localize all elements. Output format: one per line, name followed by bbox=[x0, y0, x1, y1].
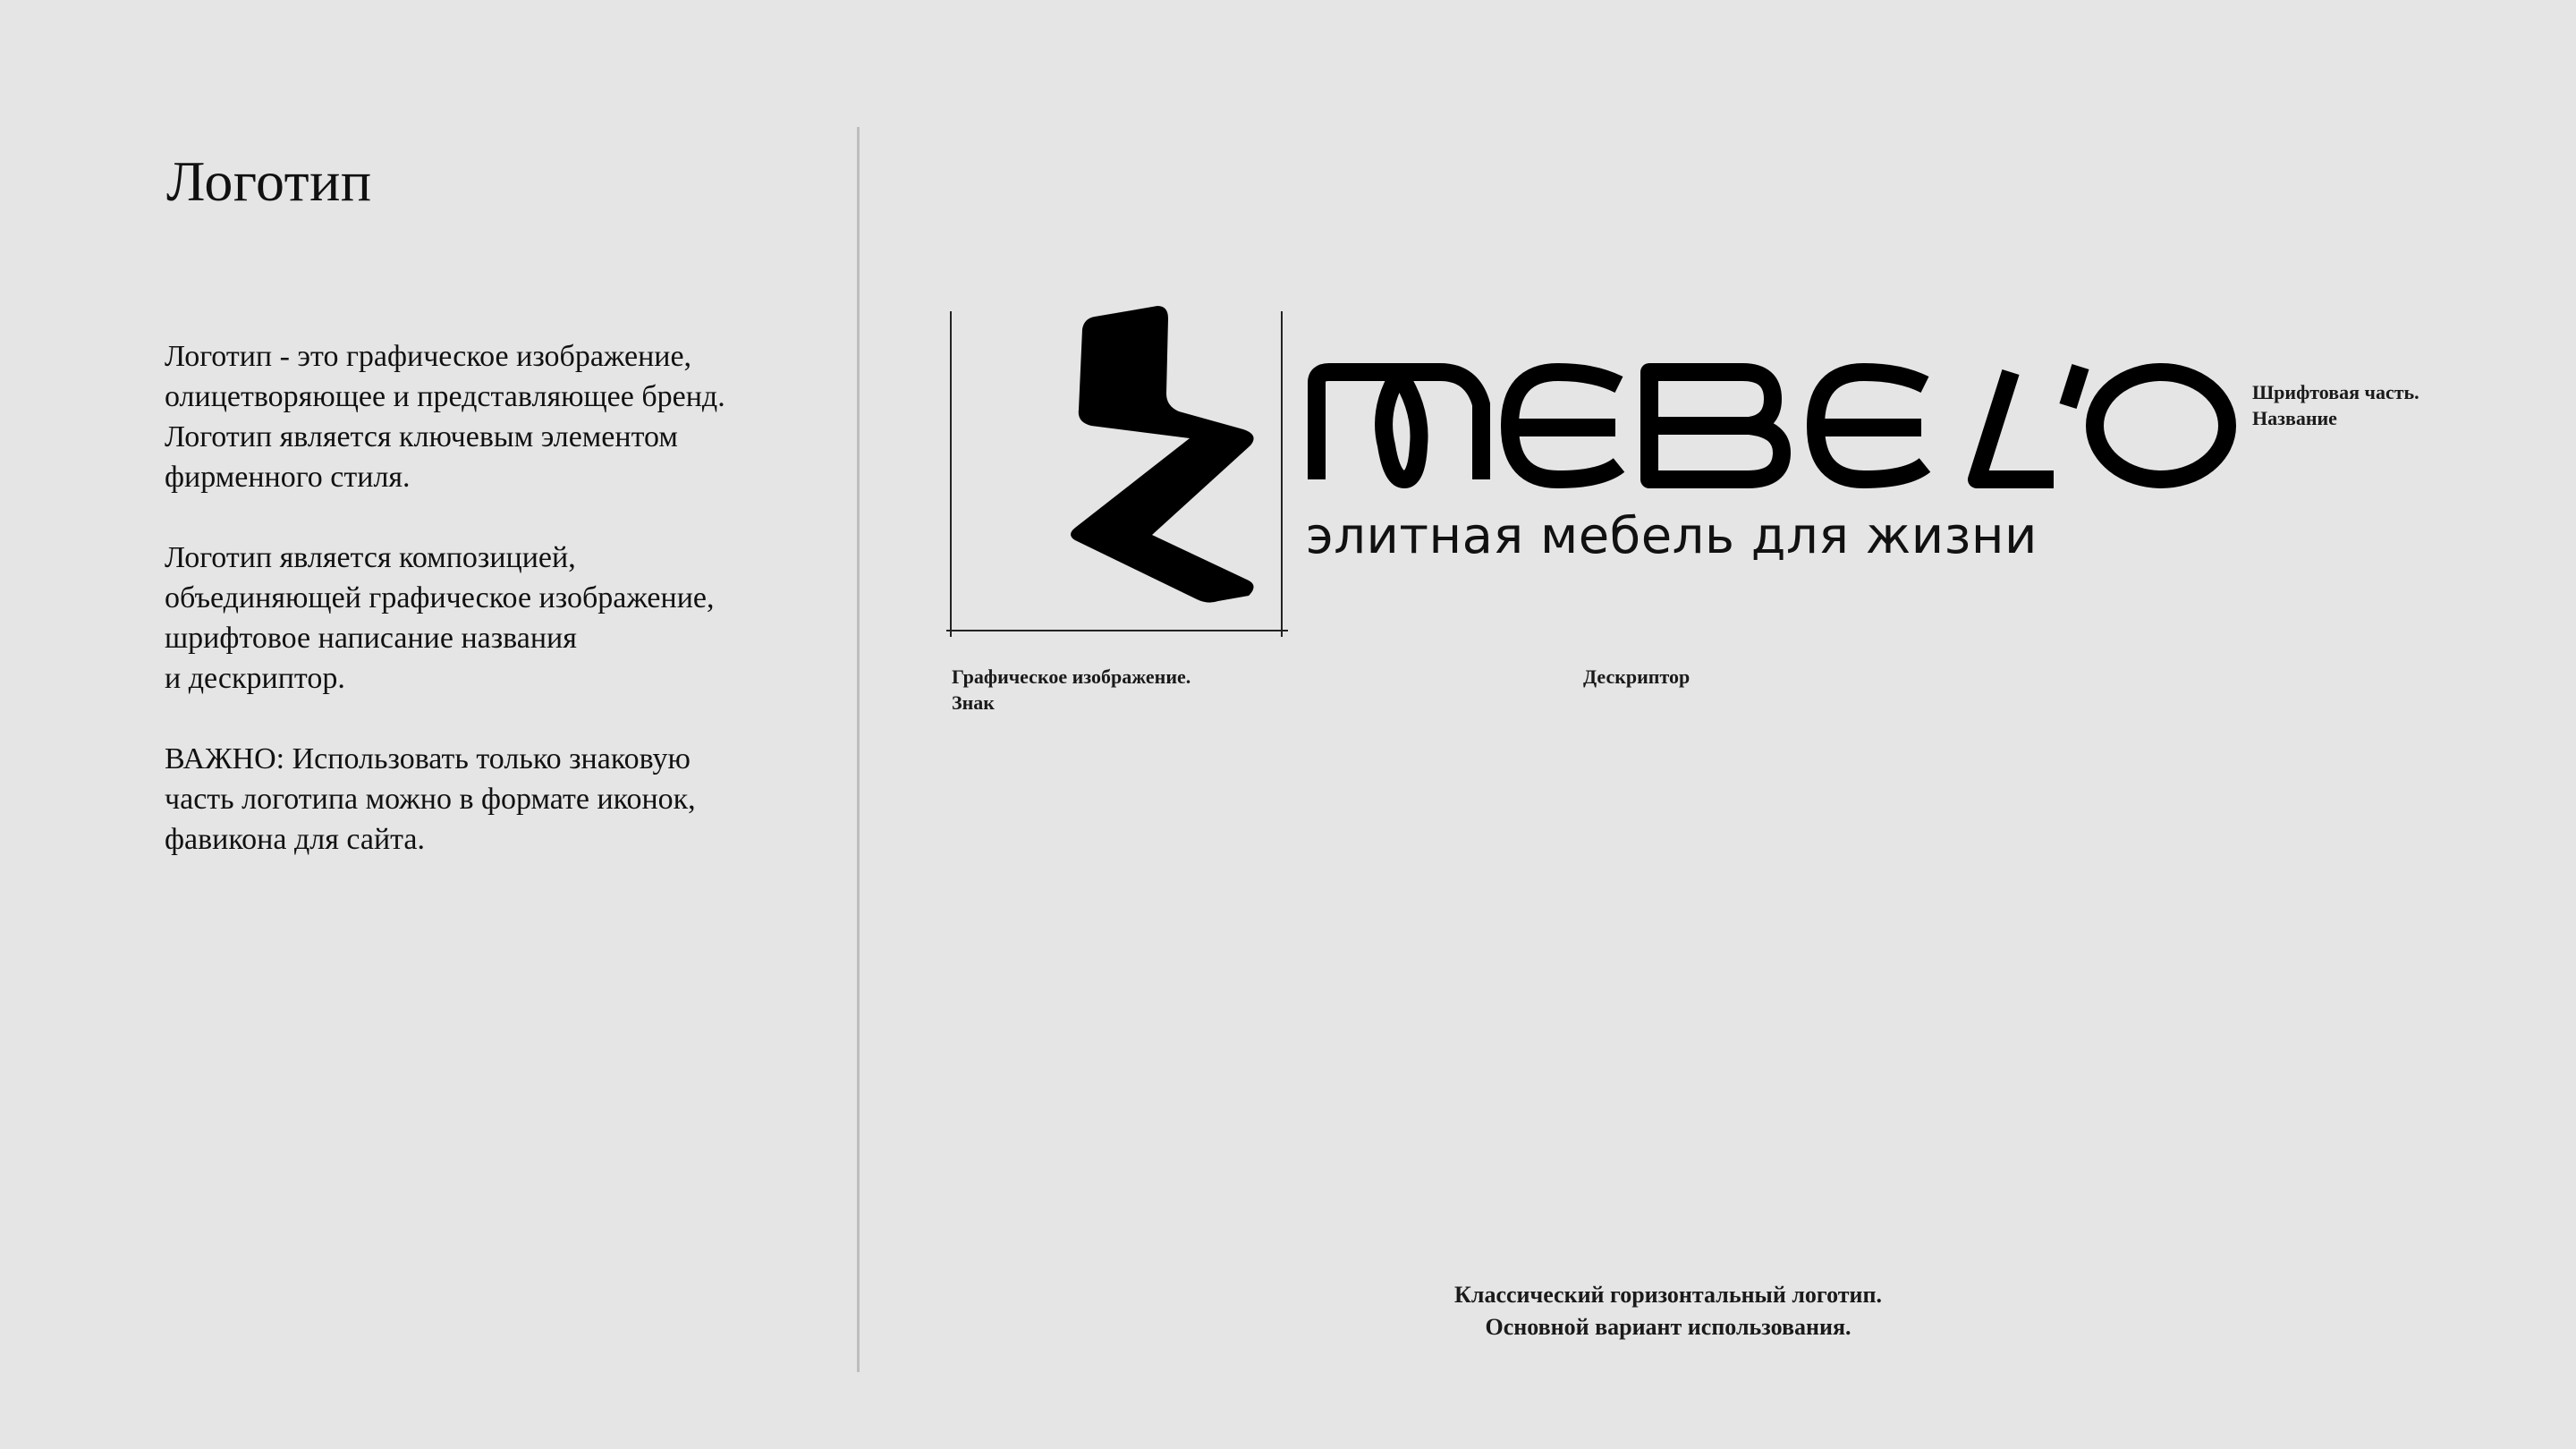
sign-frame bbox=[930, 295, 1288, 644]
vertical-divider bbox=[857, 127, 860, 1372]
logo-caption: Классический горизонтальный логотип. Основной вариант использования. bbox=[1454, 1282, 1882, 1340]
callout-descriptor: Дескриптор bbox=[1583, 665, 1690, 688]
frame-line-left bbox=[950, 311, 952, 637]
wordmark-logo bbox=[1306, 347, 2236, 499]
frame-line-right bbox=[1281, 311, 1283, 637]
intro-paragraph-composition: Логотип является композицией, объединяющей графическое изображение, шрифтовое написание названия и дескриптор. bbox=[165, 541, 715, 695]
intro-paragraph-definition: Логотип - это графическое изображение, олицетворяющее и представляющее бренд. Логотип является ключевым элементом фирменного стиля. bbox=[165, 340, 725, 494]
frame-line-bottom bbox=[946, 630, 1288, 631]
chair-icon bbox=[1046, 295, 1261, 608]
descriptor-text: элитная мебель для жизни bbox=[1306, 507, 2038, 565]
intro-paragraph-important: ВАЖНО: Использовать только знаковую часть логотипа можно в формате иконок, фавикона для сайта. bbox=[165, 742, 696, 856]
intro-text bbox=[165, 336, 791, 900]
page-title: Логотип bbox=[166, 149, 372, 213]
callout-mark: Графическое изображение. Знак bbox=[952, 665, 1191, 714]
callout-wordmark: Шрифтовая часть. Название bbox=[2252, 381, 2419, 429]
